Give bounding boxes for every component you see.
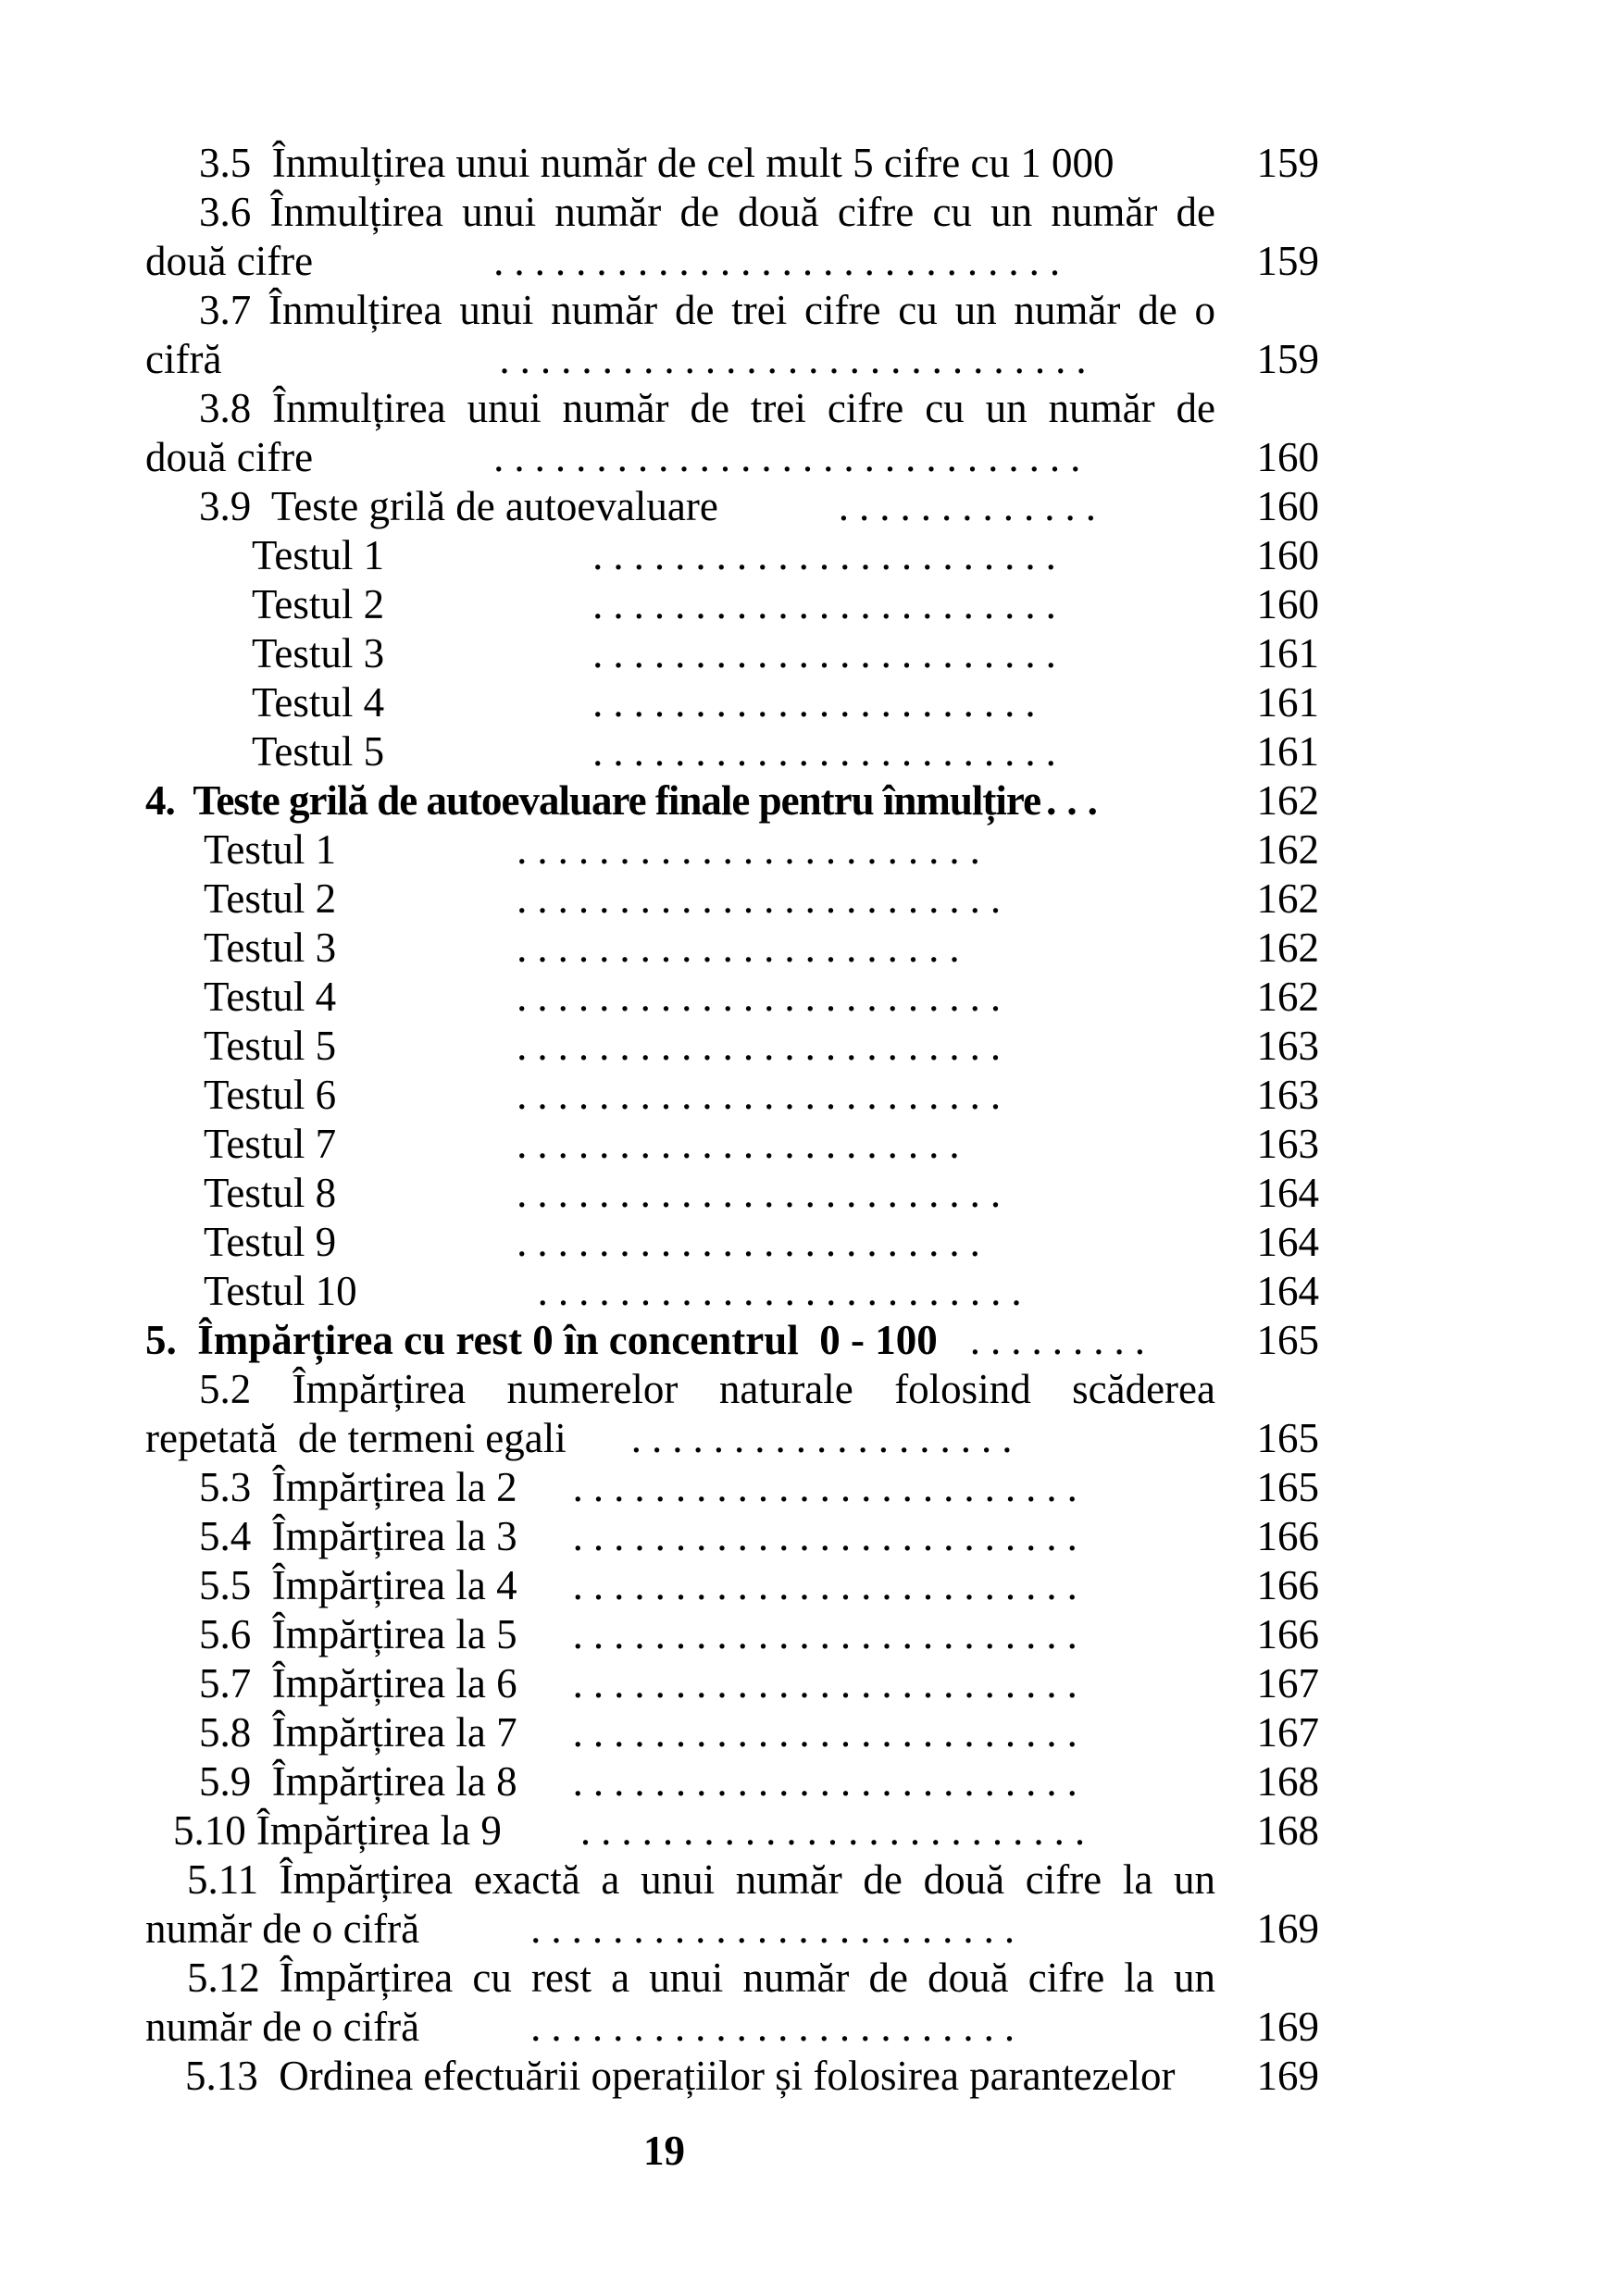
toc-entry-testul-10 [145,1267,1319,1316]
entry-label: Testul 5 [252,728,385,775]
entry-page-number: 166 [1256,1562,1319,1608]
toc-entry-5-8 [145,1708,1319,1757]
entry-page-number: 161 [1256,630,1319,676]
dot-leader: ......................... [572,1513,1088,1559]
entry-page-number: 163 [1256,1121,1319,1167]
dot-leader: ...................... [517,1121,970,1167]
entry-page-number: 160 [1256,483,1319,529]
toc-entry-chapter-4 [145,776,1319,825]
entry-page-number: 162 [1256,974,1319,1020]
entry-label: 5.13 Ordinea efectuării operațiilor și folosirea parantezelor [185,2053,1176,2099]
entry-label: 5.9 Împărțirea la 8 [199,1758,517,1805]
entry-label: număr de o cifră [145,2004,420,2050]
folio-page-number: 19 [643,2128,685,2174]
entry-page-number: 159 [1256,336,1319,382]
entry-label: două cifre [145,238,314,284]
entry-page-number: 164 [1256,1219,1319,1265]
entry-page-number: 163 [1256,1072,1319,1118]
entry-label: 5.3 Împărțirea la 2 [199,1464,517,1510]
entry-page-number: 164 [1256,1170,1319,1216]
toc-entry-3-6-line2 [145,237,1319,286]
entry-label: Testul 1 [252,532,385,578]
entry-page-number: 167 [1256,1660,1319,1706]
dot-leader: ................... [630,1415,1023,1461]
toc-entry-testul-3 [145,629,1319,678]
toc-entry-testul-4 [145,678,1319,727]
toc-entry-5-9 [145,1757,1319,1806]
toc-entry-5-5 [145,1561,1319,1610]
toc-entry-5-12-line2 [145,2003,1319,2052]
entry-page-number: 165 [1256,1464,1319,1510]
entry-page-number: 162 [1256,925,1319,971]
entry-label: Testul 4 [252,679,385,726]
toc-entry-3-7-line1: 3.7 Înmulțirea unui număr de trei cifre cu un număr de o [199,287,1215,333]
dot-leader: ....................... [517,826,990,873]
toc-entry-3-8-line1: 3.8 Înmulțirea unui număr de trei cifre cu un număr de [199,385,1215,431]
dot-leader: ....................... [592,581,1066,627]
toc-entry-5-4 [145,1512,1319,1561]
entry-page-number: 168 [1256,1758,1319,1805]
dot-leader: ......................... [572,1660,1088,1706]
toc-entry-5-2-line2 [145,1414,1319,1463]
toc-entry-testul-7 [145,1120,1319,1169]
entry-label: Testul 2 [252,581,385,627]
dot-leader: ......................... [572,1758,1088,1805]
entry-label: Testul 2 [204,875,337,922]
dot-leader: ...................... [592,679,1046,726]
entry-label: 4. Teste grilă de autoevaluare finale pentru înmulțire [145,777,1041,824]
entry-page-number: 168 [1256,1807,1319,1854]
dot-leader: ... [1046,777,1108,824]
toc-entry-3-8-line2 [145,433,1319,482]
toc-entry-5-6 [145,1610,1319,1659]
entry-label: Testul 7 [204,1121,337,1167]
entry-label: 5.4 Împărțirea la 3 [199,1513,517,1559]
entry-label: 5. Împărțirea cu rest 0 în concentrul 0 - 100 [145,1317,938,1363]
entry-page-number: 167 [1256,1709,1319,1756]
toc-entry-5-13 [145,2052,1319,2101]
dot-leader: ....................... [592,630,1066,676]
dot-leader: ........................ [530,2004,1026,2050]
toc-entry-testul-5 [145,727,1319,776]
dot-leader: ......................... [572,1562,1088,1608]
toc-entry-3-5 [145,139,1319,188]
toc-entry-5-2-line1: 5.2 Împărțirea numerelor naturale folosind scăderea [199,1366,1215,1412]
table-of-contents [145,139,1319,2101]
entry-label: 5.10 Împărțirea la 9 [173,1807,502,1854]
entry-label: Testul 5 [204,1023,337,1069]
toc-entry-testul-5 [145,1022,1319,1071]
toc-entry-3-7-line2 [145,335,1319,384]
entry-page-number: 169 [1256,1905,1319,1952]
dot-leader: ........................ [517,1023,1012,1069]
entry-page-number: 163 [1256,1023,1319,1069]
entry-label: 5.5 Împărțirea la 4 [199,1562,517,1608]
entry-label: Testul 9 [204,1219,337,1265]
dot-leader: ......................... [572,1611,1088,1657]
toc-entry-testul-1 [145,531,1319,580]
entry-page-number: 169 [1256,2053,1319,2099]
entry-label: Testul 1 [204,826,337,873]
toc-entry-testul-1 [145,825,1319,875]
entry-page-number: 160 [1256,532,1319,578]
dot-leader: ............................. [493,434,1091,480]
toc-entry-testul-3 [145,924,1319,973]
entry-label: Testul 4 [204,974,337,1020]
entry-label: 3.5 Înmulțirea unui număr de cel mult 5 cifre cu 1 000 [199,140,1115,186]
entry-label: număr de o cifră [145,1905,420,1952]
entry-label: 5.6 Împărțirea la 5 [199,1611,517,1657]
entry-page-number: 159 [1256,140,1319,186]
entry-page-number: 165 [1256,1415,1319,1461]
toc-entry-3-9 [145,482,1319,531]
dot-leader: ......................... [572,1464,1088,1510]
toc-entry-5-3 [145,1463,1319,1512]
entry-page-number: 162 [1256,875,1319,922]
entry-label: Testul 3 [204,925,337,971]
dot-leader: ........................ [537,1268,1032,1314]
toc-entry-5-12-line1: 5.12 Împărțirea cu rest a unui număr de două cifre la un [187,1955,1215,2001]
entry-page-number: 166 [1256,1513,1319,1559]
dot-leader: ............. [838,483,1107,529]
entry-page-number: 161 [1256,728,1319,775]
entry-page-number: 164 [1256,1268,1319,1314]
entry-page-number: 162 [1256,826,1319,873]
dot-leader: ....................... [517,1219,990,1265]
entry-page-number: 166 [1256,1611,1319,1657]
toc-entry-3-6-line1: 3.6 Înmulțirea unui număr de două cifre cu un număr de [199,189,1215,235]
toc-entry-chapter-5 [145,1316,1319,1365]
dot-leader: ......................... [579,1807,1096,1854]
toc-entry-testul-6 [145,1071,1319,1120]
entry-label: 5.7 Împărțirea la 6 [199,1660,517,1706]
toc-entry-5-11-line2 [145,1905,1319,1954]
toc-entry-testul-4 [145,973,1319,1022]
entry-page-number: 165 [1256,1317,1319,1363]
entry-label: Testul 8 [204,1170,337,1216]
toc-entry-testul-2 [145,875,1319,924]
toc-entry-testul-8 [145,1169,1319,1218]
dot-leader: ........................ [517,1170,1012,1216]
dot-leader: ....................... [592,532,1066,578]
entry-label: Testul 3 [252,630,385,676]
entry-label: Testul 10 [204,1268,357,1314]
entry-page-number: 162 [1256,777,1319,824]
dot-leader: ......... [969,1317,1155,1363]
toc-entry-testul-2 [145,580,1319,629]
entry-page-number: 160 [1256,581,1319,627]
dot-leader: ........................ [517,974,1012,1020]
toc-entry-testul-9 [145,1218,1319,1267]
entry-label: repetată de termeni egali [145,1415,567,1461]
entry-page-number: 169 [1256,2004,1319,2050]
dot-leader: ....................... [592,728,1066,775]
dot-leader: ......................... [572,1709,1088,1756]
entry-label: cifră [145,336,222,382]
entry-label: 5.8 Împărțirea la 7 [199,1709,517,1756]
entry-label: 3.9 Teste grilă de autoevaluare [199,483,718,529]
entry-label: două cifre [145,434,314,480]
dot-leader: ...................... [517,925,970,971]
dot-leader: ............................ [493,238,1071,284]
toc-entry-5-11-line1: 5.11 Împărțirea exactă a unui număr de două cifre la un [187,1856,1215,1903]
toc-entry-5-7 [145,1659,1319,1708]
dot-leader: ........................ [517,875,1012,922]
dot-leader: ........................ [530,1905,1026,1952]
entry-page-number: 161 [1256,679,1319,726]
entry-page-number: 160 [1256,434,1319,480]
toc-entry-5-10 [145,1806,1319,1855]
entry-label: Testul 6 [204,1072,337,1118]
entry-page-number: 159 [1256,238,1319,284]
dot-leader: ........................ [517,1072,1012,1118]
dot-leader: ............................. [499,336,1097,382]
